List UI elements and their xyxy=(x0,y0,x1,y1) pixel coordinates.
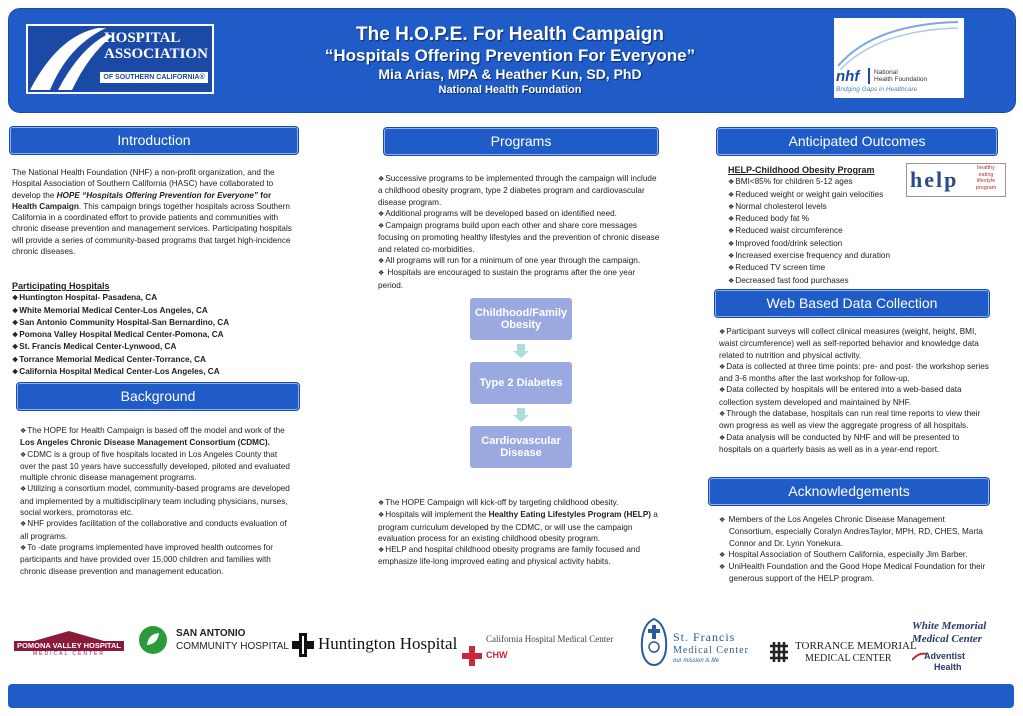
program-help-bold: Healthy Eating Lifestyles Program (HELP) xyxy=(488,510,652,520)
nhf-mark: nhf xyxy=(836,68,860,85)
outcome-item: ❖ Reduced weight or weight gain velocities xyxy=(728,189,908,201)
chw-name: CHW xyxy=(486,650,508,660)
outcome-item: ❖ Decreased fast food purchases xyxy=(728,275,908,287)
programs-heading: Programs xyxy=(384,128,658,155)
web-item-4: ❖ Through the database, hospitals can run real time reports to view their own progress as well as view the aggregate progress of all hospitals. xyxy=(719,408,991,432)
st-francis-figure-icon xyxy=(638,617,670,667)
hasc-logo xyxy=(26,24,214,94)
help-tag-4: program xyxy=(975,184,997,191)
st-francis-line2: Medical Center xyxy=(673,645,749,656)
hospital-item: ❖ St. Francis Medical Center-Lynwood, CA xyxy=(12,341,294,353)
background-text xyxy=(20,425,290,577)
intro-para-c: . This campaign brings together hospitals across Southern California in a coordinated effort to provide patients and communities with chronic disease prevention and management services. Participating hospitals will provide a series of community-based programs that target high-incidence chronic diseases. xyxy=(12,201,292,257)
outcome-item: ❖ Improved food/drink selection xyxy=(728,238,908,250)
participating-heading: Participating Hospitals xyxy=(12,281,110,291)
torrance-line1: TORRANCE MEMORIAL xyxy=(795,640,917,652)
title-block xyxy=(230,24,790,97)
nhf-line2: Health Foundation xyxy=(874,76,928,83)
intro-para-bold: HOPE “Hospitals Offering Prevention for Everyone” xyxy=(56,190,259,200)
adventist-line1: Adventist xyxy=(924,651,966,661)
help-logo xyxy=(906,163,1006,197)
nhf-divider xyxy=(868,68,870,84)
intro-para-a: The National Health Foundation (NHF) a non-profit organization, and the Hospital Association of Southern California (HASC) have collaborated to develop the xyxy=(12,168,275,200)
participating-hospitals xyxy=(12,281,294,378)
torrance-line2: MEDICAL CENTER xyxy=(805,653,892,664)
ack-item-2: ❖ Hospital Association of Southern California, especially Jim Barber. xyxy=(729,549,991,561)
poster-authors: Mia Arias, MPA & Heather Kun, SD, PhD xyxy=(378,66,642,82)
bg-item-3: ❖ Utilizing a consortium model, community-based programs are developed and implemented by a multidisciplinary team including physicians, nurses, social workers, promotoras etc. xyxy=(20,483,290,518)
web-heading: Web Based Data Collection xyxy=(715,290,989,317)
web-text xyxy=(719,326,991,455)
programs-help-text xyxy=(378,497,660,568)
program-item-5: ❖ Hospitals are encouraged to sustain the programs after the one year period. xyxy=(378,267,660,291)
hospital-item: ❖ Huntington Hospital- Pasadena, CA xyxy=(12,292,294,304)
st-francis-tagline: our mission is life xyxy=(673,658,720,664)
chw-cross-icon xyxy=(462,646,482,666)
outcome-item: ❖ BMI<85% for children 5-12 ages xyxy=(728,176,908,188)
adventist-line2: Health xyxy=(934,662,962,672)
san-antonio-line2: COMMUNITY HOSPITAL xyxy=(176,641,289,652)
web-item-3: ❖ Data collected by hospitals will be entered into a web-based data collection system developed and maintained by NHF. xyxy=(719,384,991,408)
ack-item-1: ❖ Members of the Los Angeles Chronic Disease Management Consortium, especially Coralyn AndresTaylor, MPH, RD, CHES, Marta Connor and Dr. Lynn Yonekura. xyxy=(729,514,991,549)
outcomes-subheading: HELP-Childhood Obesity Program xyxy=(728,165,875,175)
help-tag-1: healthy xyxy=(977,165,995,171)
huntington-cross-icon xyxy=(292,633,314,657)
bg-item-1a: The HOPE for Health Campaign is based off the model and work of the xyxy=(27,426,285,435)
outcome-item: ❖ Normal cholesterol levels xyxy=(728,201,908,213)
white-memorial-line2: Medical Center xyxy=(912,633,982,645)
nhf-tagline: Bridging Gaps in Healthcare xyxy=(836,86,918,93)
web-item-1: ❖ Participant surveys will collect clinical measures (weight, height, BMI, waist circumference) well as self-reported behavior and knowledge data related to nutrition and physical activity. xyxy=(719,326,991,361)
program-item-3: ❖ Campaign programs build upon each other and share core messages focusing on promoting healthy lifestyles and the prevention of chronic disease and related co-morbidities. xyxy=(378,220,660,255)
hasc-line1: HOSPITAL xyxy=(104,30,181,46)
program-kickoff: ❖ The HOPE Campaign will kick-off by targeting childhood obesity. xyxy=(378,497,660,509)
help-tag-2: eating xyxy=(978,171,994,178)
outcomes-list xyxy=(728,165,908,287)
bg-item-2: ❖ CDMC is a group of five hospitals located in Los Angeles County that over the past 10 years have successfully developed, piloted and evaluated multiple chronic disease management programs. xyxy=(20,449,290,484)
hospital-item: ❖ San Antonio Community Hospital-San Bernardino, CA xyxy=(12,317,294,329)
huntington-name: Huntington Hospital xyxy=(318,634,458,653)
outcome-item: ❖ Reduced body fat % xyxy=(728,213,908,225)
flow-box-cardiovascular: Cardiovascular Disease xyxy=(470,426,572,468)
program-family: ❖ HELP and hospital childhood obesity programs are family focused and emphasize life-long improved eating and physical activity habits. xyxy=(378,544,660,568)
pomona-sub: MEDICAL CENTER xyxy=(33,651,105,657)
program-item-1: ❖ Successive programs to be implemented through the campaign will include a childhood obesity program, type 2 diabetes program and cardiovascular disease program. xyxy=(378,173,660,208)
torrance-lattice-icon xyxy=(768,640,790,664)
hasc-line3: OF SOUTHERN CALIFORNIA® xyxy=(100,72,208,83)
help-logo-word: help xyxy=(910,167,959,192)
bg-item-5: ❖ To -date programs implemented have improved health outcomes for participants and have provided over 15,000 children and families with chronic disease prevention and management education. xyxy=(20,542,290,577)
california-name: California Hospital Medical Center xyxy=(486,634,614,644)
down-arrow-icon xyxy=(513,408,529,422)
hospital-item: ❖ Torrance Memorial Medical Center-Torrance, CA xyxy=(12,354,294,366)
introduction-text xyxy=(12,167,294,257)
web-item-2: ❖ Data is collected at three time points: pre- and post- the workshop series and 3-6 months after the last workshop for follow-up. xyxy=(719,361,991,385)
outcome-item: ❖ Reduced waist circumference xyxy=(728,225,908,237)
web-item-5: ❖ Data analysis will be conducted by NHF and will be presented to hospitals on a quarterly basis as well as in a year-end report. xyxy=(719,432,991,456)
program-help-b: a program curriculum developed by the CDMC, or will use the campaign evaluation process for an existing childhood obesity program. xyxy=(378,510,658,543)
flow-box-diabetes: Type 2 Diabetes xyxy=(470,362,572,404)
bg-item-4: ❖ NHF provides facilitation of the collaborative and conducts evaluation of all programs. xyxy=(20,518,290,542)
ack-item-3: ❖ UniHealth Foundation and the Good Hope Medical Foundation for their generous support of the HELP program. xyxy=(729,561,991,585)
background-heading: Background xyxy=(17,383,299,410)
program-item-4: ❖ All programs will run for a minimum of one year through the campaign. xyxy=(378,255,660,267)
outcome-item: ❖ Reduced TV screen time xyxy=(728,262,908,274)
help-tag-3: lifestyle xyxy=(976,178,996,184)
footer-bar xyxy=(8,684,1014,708)
hospital-item: ❖ White Memorial Medical Center-Los Angeles, CA xyxy=(12,305,294,317)
programs-text xyxy=(378,173,660,291)
program-item-2: ❖ Additional programs will be developed based on identified need. xyxy=(378,208,660,220)
nhf-logo xyxy=(834,18,964,98)
san-antonio-line1: SAN ANTONIO xyxy=(176,628,246,639)
intro-para-b: for Health Campaign xyxy=(12,190,272,211)
outcomes-heading: Anticipated Outcomes xyxy=(717,128,997,155)
poster-subtitle: “Hospitals Offering Prevention For Everyone” xyxy=(324,46,696,65)
hospital-item: ❖ Pomona Valley Hospital Medical Center-Pomona, CA xyxy=(12,329,294,341)
flow-box-obesity: Childhood/Family Obesity xyxy=(470,298,572,340)
pomona-roof-icon xyxy=(14,631,124,641)
ack-text xyxy=(719,514,991,585)
pomona-name: POMONA VALLEY HOSPITAL xyxy=(14,641,124,651)
hasc-line2: ASSOCIATION xyxy=(104,46,208,62)
san-antonio-leaf-icon xyxy=(138,625,168,655)
ack-heading: Acknowledgements xyxy=(709,478,989,505)
poster-title: The H.O.P.E. For Health Campaign xyxy=(356,24,664,45)
program-help-a: Hospitals will implement the xyxy=(385,510,489,520)
white-memorial-line1: White Memorial xyxy=(912,620,987,632)
down-arrow-icon xyxy=(513,344,529,358)
bg-item-1-bold: Los Angeles Chronic Disease Management Consortium (CDMC). xyxy=(20,438,270,448)
nhf-line1: National xyxy=(874,69,898,76)
hospital-item: ❖ California Hospital Medical Center-Los Angeles, CA xyxy=(12,366,294,378)
introduction-heading: Introduction xyxy=(10,127,298,154)
poster-org: National Health Foundation xyxy=(438,84,582,96)
st-francis-line1: St. Francis xyxy=(673,630,736,644)
outcome-item: ❖ Increased exercise frequency and duration xyxy=(728,250,908,262)
pomona-logo xyxy=(14,631,124,657)
